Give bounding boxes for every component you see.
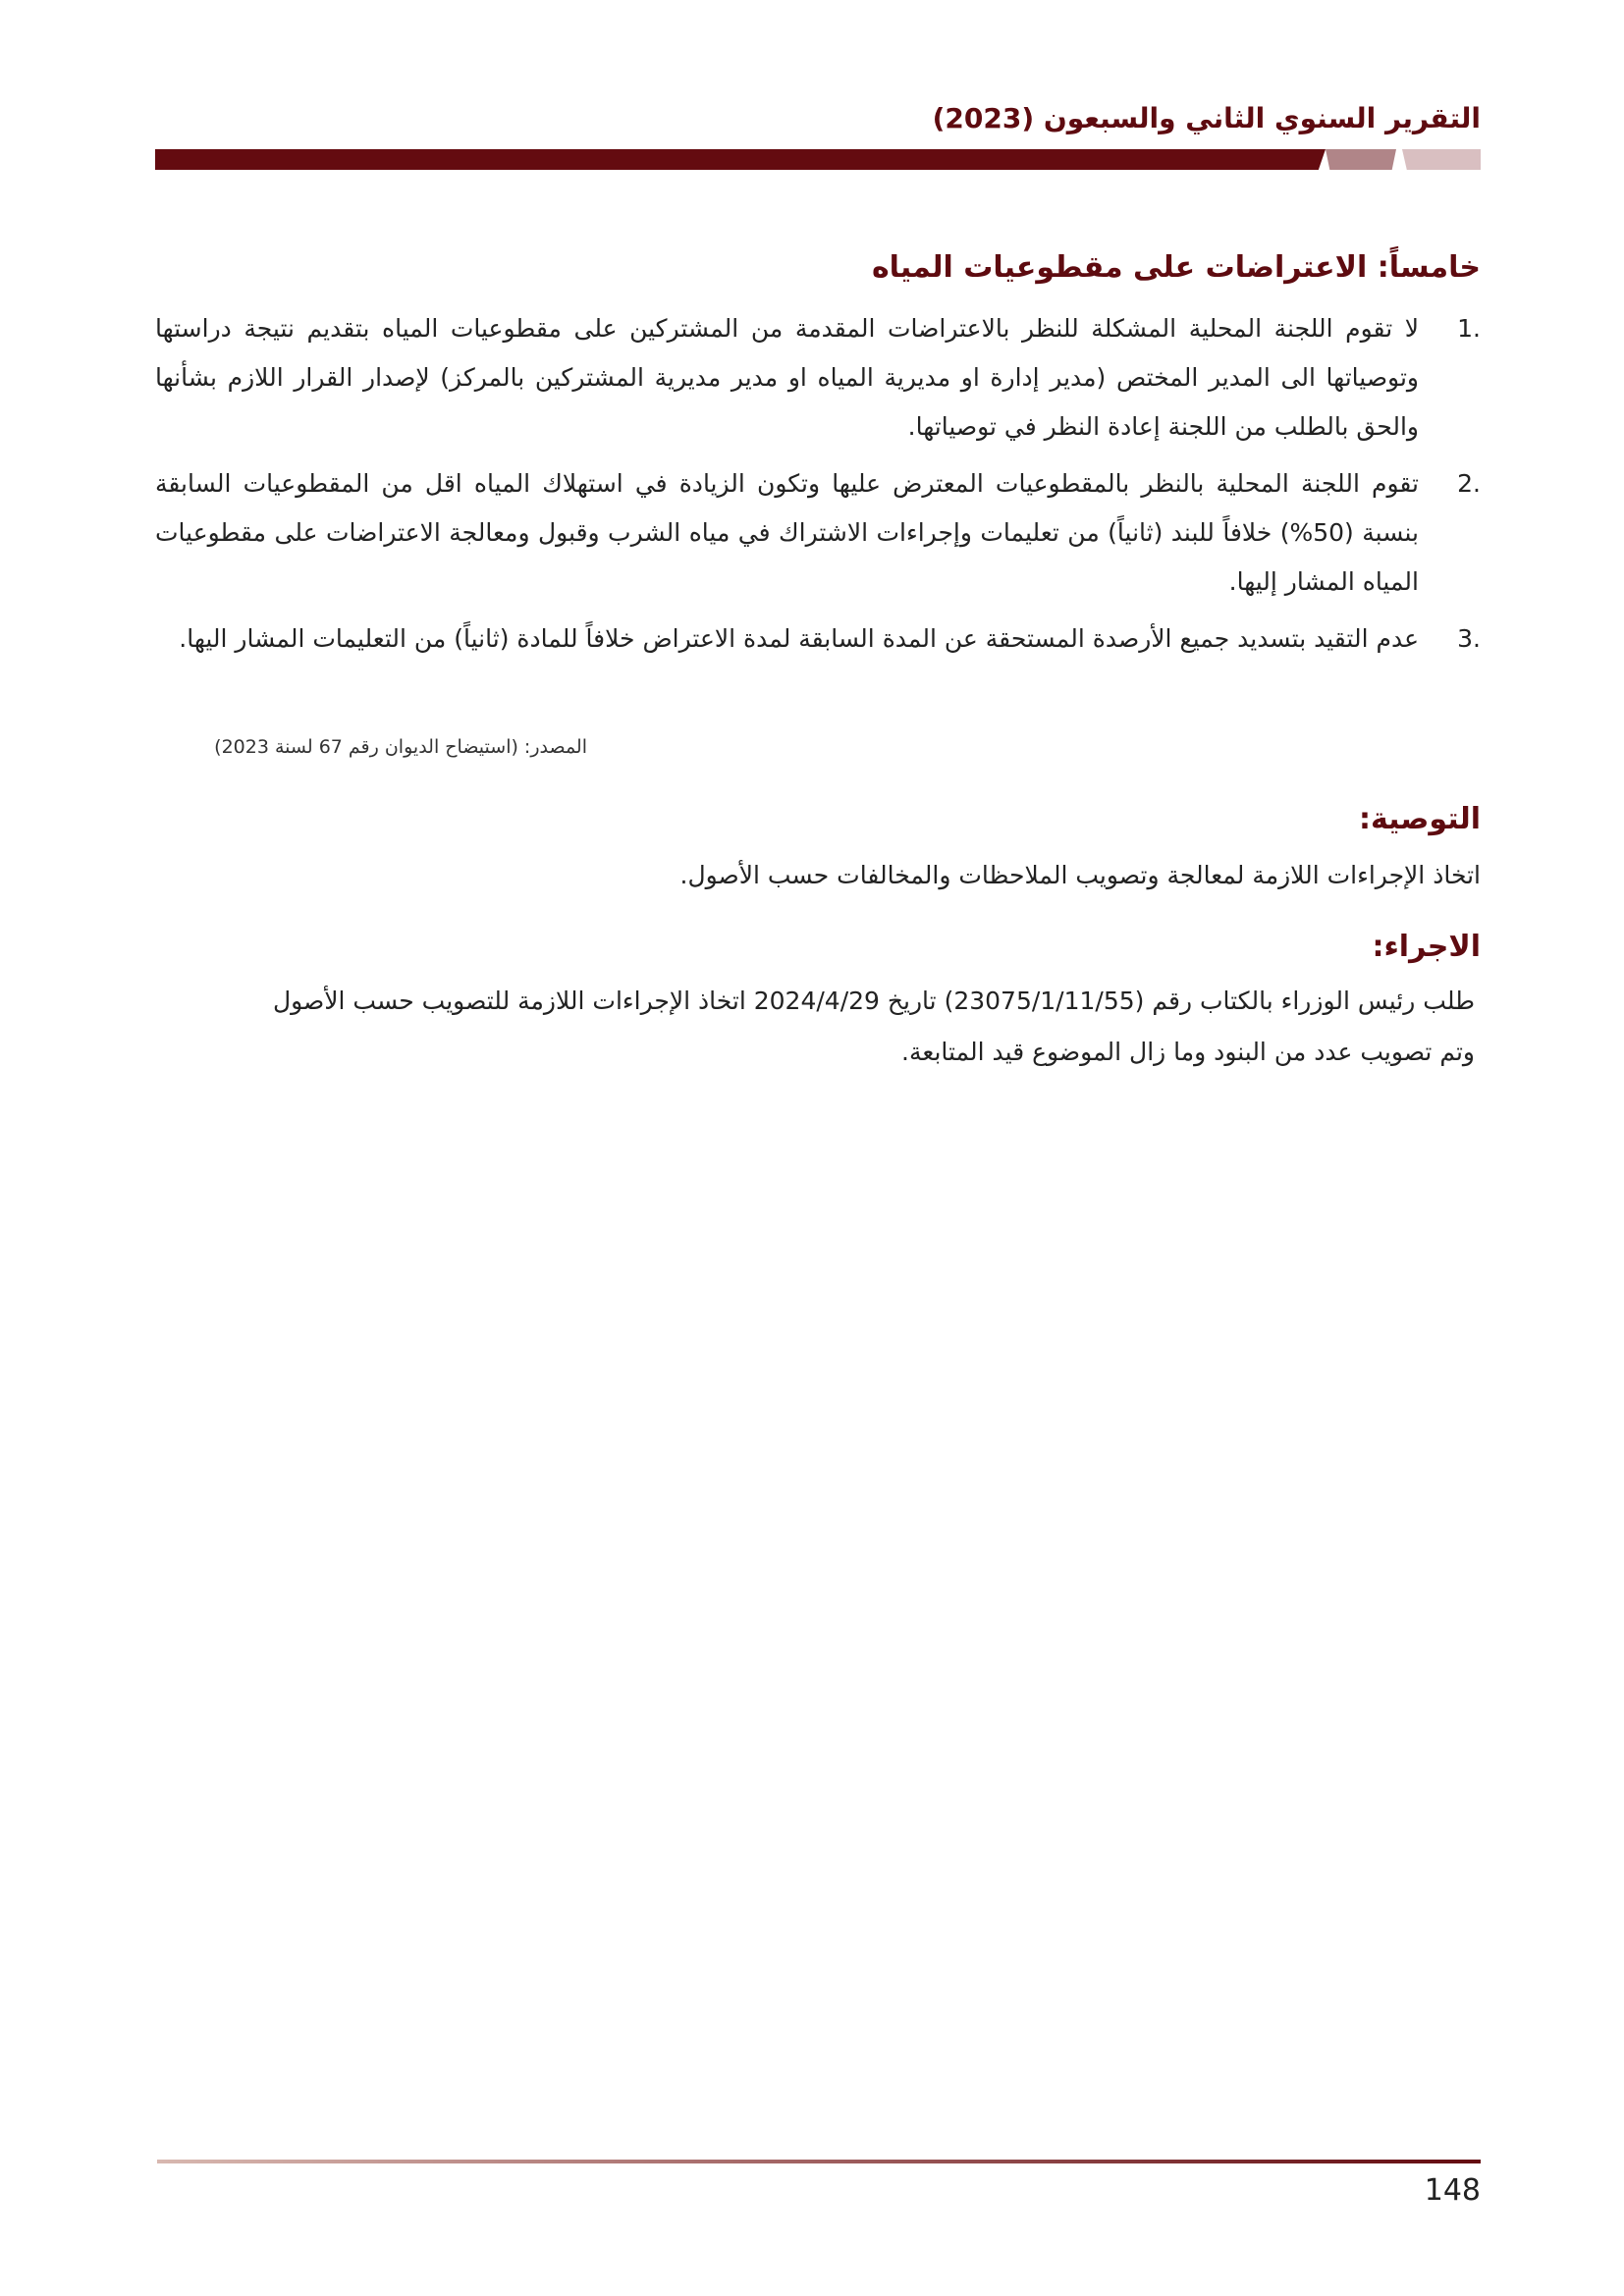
list-item [155, 614, 1481, 664]
item-text: لا تقوم اللجنة المحلية المشكلة للنظر بالاعتراضات المقدمة من المشتركين على مقطوعيات المياه بتقديم نتيجة دراستها وتوصياتها الى المدير المختص (مدير إدارة او مديرية المياه او مدير مديرية المشتركين بالمركز) لإصدار القرار اللازم بشأنها والحق بالطلب من اللجنة إعادة النظر في توصياتها. [155, 314, 1419, 441]
header-bar-dark [155, 149, 1326, 170]
section-heading: خامساً: الاعتراضات على مقطوعيات المياه [871, 250, 1481, 285]
item-text: عدم التقيد بتسديد جميع الأرصدة المستحقة عن المدة السابقة لمدة الاعتراض خلافاً للمادة (ثانياً) من التعليمات المشار اليها. [179, 624, 1419, 653]
recommendation-heading: التوصية: [1358, 802, 1481, 836]
action-heading: الاجراء: [1372, 930, 1481, 964]
header-bar-mid [1326, 149, 1396, 170]
list-item [155, 459, 1481, 607]
item-number: 3. [1457, 624, 1481, 653]
action-line-1: طلب رئيس الوزراء بالكتاب رقم (23075/1/11/55) تاريخ 2024/4/29 اتخاذ الإجراءات اللازمة للتصويب حسب الأصول [272, 987, 1475, 1015]
header-bar-light [1402, 149, 1481, 170]
item-number: 1. [1457, 314, 1481, 343]
source-text: المصدر: (استيضاح الديوان رقم 67 لسنة 2023) [214, 736, 587, 758]
footer-rule [157, 2160, 1481, 2163]
report-title: التقرير السنوي الثاني والسبعون (2023) [932, 102, 1481, 134]
action-line-2: وتم تصويب عدد من البنود وما زال الموضوع قيد المتابعة. [901, 1038, 1475, 1066]
item-number: 2. [1457, 469, 1481, 498]
item-text: تقوم اللجنة المحلية بالنظر بالمقطوعيات المعترض عليها وتكون الزيادة في استهلاك المياه اقل من المقطوعيات السابقة بنسبة (50%) خلافاً للبند (ثانياً) من تعليمات وإجراءات الاشتراك في مياه الشرب وقبول ومعالجة الاعتراضات على مقطوعيات المياه المشار إليها. [155, 469, 1419, 596]
list-item [155, 304, 1481, 452]
page-number: 148 [1424, 2173, 1481, 2208]
source-note [155, 736, 587, 758]
recommendation-text: اتخاذ الإجراءات اللازمة لمعالجة وتصويب الملاحظات والمخالفات حسب الأصول. [679, 861, 1481, 889]
